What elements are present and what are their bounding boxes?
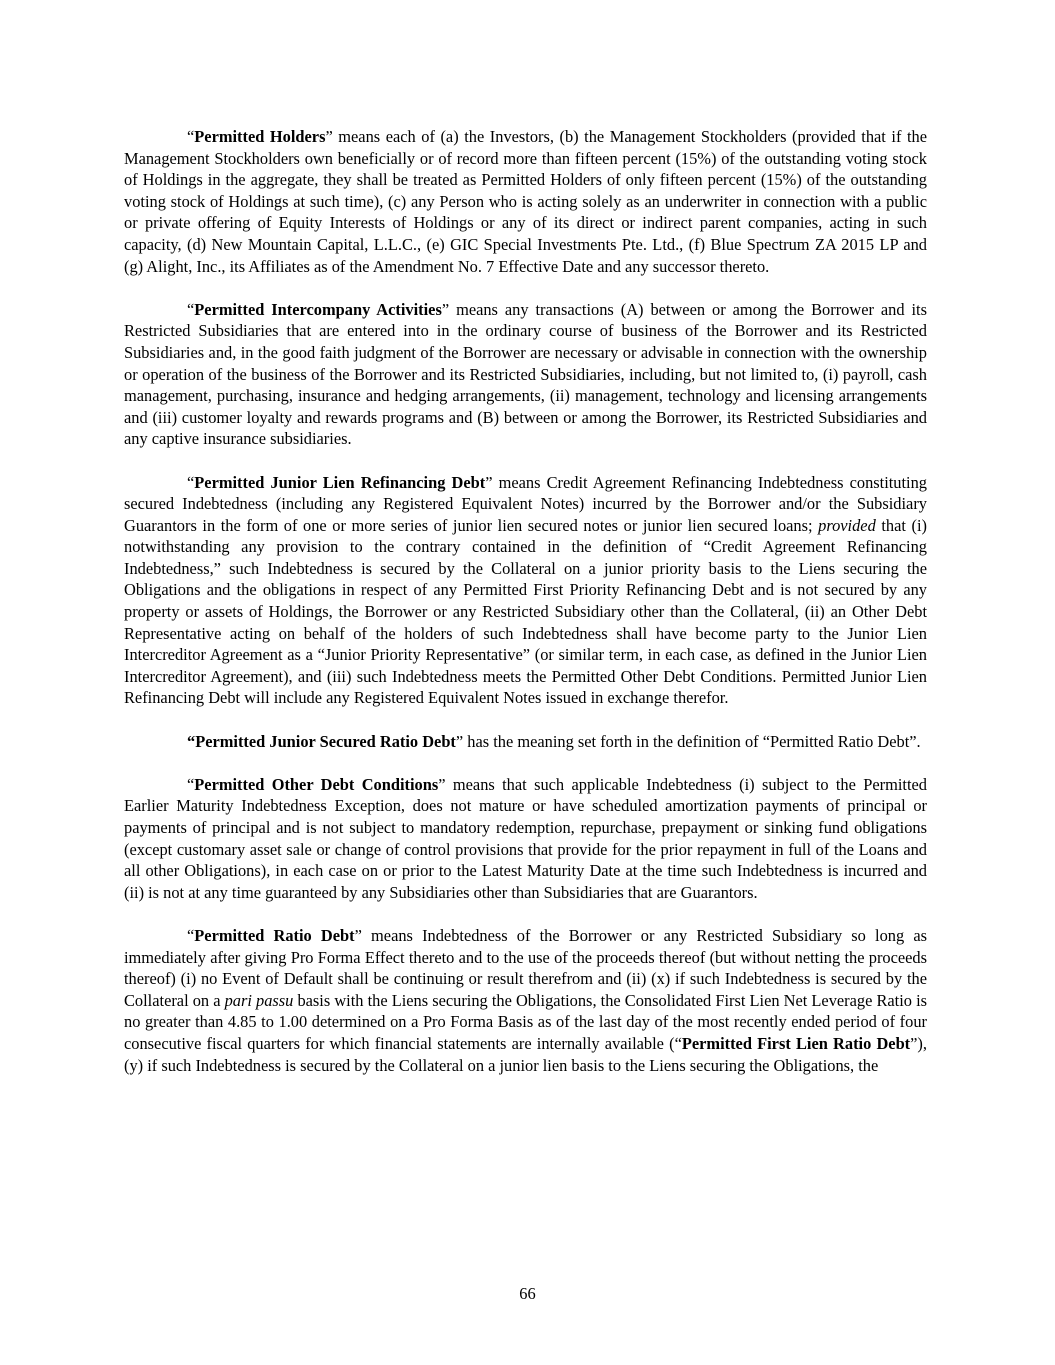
definition-permitted-junior-lien-refinancing-debt: “Permitted Junior Lien Refinancing Debt” means Credit Agreement Refinancing Indebtedness constituting secured Indebtedness (including any Registered Equivalent Notes) incurred by the Borrower and/or the Subsidiary Guarantors in the form of one or more series of junior lien secured notes or junior lien secured loans; provided that (i) notwithstanding any provision to the contrary contained in the definition of “Credit Agreement Refinancing Indebtedness,” such Indebtedness is secured by the Collateral on a junior priority basis to the Liens securing the Obligations and the obligations in respect of any Permitted First Priority Refinancing Debt and is not secured by any property or assets of Holdings, the Borrower or any Restricted Subsidiary other than the Collateral, (ii) an Other Debt Representative acting on behalf of the holders of such Indebtedness shall have become party to the Junior Lien Intercreditor Agreement as a “Junior Priority Representative” (or similar term, in each case, as defined in the Junior Lien Intercreditor Agreement), and (iii) such Indebtedness meets the Permitted Other Debt Conditions. Permitted Junior Lien Refinancing Debt will include any Registered Equivalent Notes issued in exchange therefor. (124, 472, 927, 708)
definition-permitted-holders: “Permitted Holders” means each of (a) the Investors, (b) the Management Stockholders (provided that if the Management Stockholders own beneficially or of record more than fifteen percent (15%) of the outstanding voting stock of Holdings in the aggregate, they shall be treated as Permitted Holders of only fifteen percent (15%) of the outstanding voting stock of Holdings at such time), (c) any Person who is acting solely as an underwriter in connection with a public or private offering of Equity Interests of Holdings or any of its direct or indirect parent companies, acting in such capacity, (d) New Mountain Capital, L.L.C., (e) GIC Special Investments Pte. Ltd., (f) Blue Spectrum ZA 2015 LP and (g) Alight, Inc., its Affiliates as of the Amendment No. 7 Effective Date and any successor thereto. (124, 127, 927, 276)
defined-term: Permitted Junior Lien Refinancing Debt (194, 472, 486, 492)
defined-term: “Permitted Junior Secured Ratio Debt (187, 731, 456, 751)
defined-term: Permitted Other Debt Conditions (194, 774, 439, 794)
definition-permitted-ratio-debt: “Permitted Ratio Debt” means Indebtedness of the Borrower or any Restricted Subsidiary so long as immediately after giving Pro Forma Effect thereto and to the use of the proceeds thereof (but without netting the proceeds thereof) (i) no Event of Default shall be continuing or result therefrom and (ii) (x) if such Indebtedness is secured by the Collateral on a pari passu basis with the Liens securing the Obligations, the Consolidated First Lien Net Leverage Ratio is no greater than 4.85 to 1.00 determined on a Pro Forma Basis as of the last day of the most recently ended period of four consecutive fiscal quarters for which financial statements are internally available (“Permitted First Lien Ratio Debt”), (y) if such Indebtedness is secured by the Collateral on a junior lien basis to the Liens securing the Obligations, the (124, 925, 928, 1075)
page-body (124, 126, 927, 1076)
defined-term: Permitted First Lien Ratio Debt (681, 1033, 911, 1053)
definition-permitted-junior-secured-ratio-debt: “Permitted Junior Secured Ratio Debt” has the meaning set forth in the definition of “Permitted Ratio Debt”. (187, 731, 921, 751)
page-number: 66 (519, 1284, 536, 1303)
defined-term: Permitted Ratio Debt (194, 925, 355, 945)
definition-permitted-intercompany-activities: “Permitted Intercompany Activities” means any transactions (A) between or among the Borrower and its Restricted Subsidiaries that are entered into in the ordinary course of business of the Borrower and its Restricted Subsidiaries and, in the good faith judgment of the Borrower are necessary or advisable in connection with the ownership or operation of the business of the Borrower and its Restricted Subsidiaries, including, but not limited to, (i) payroll, cash management, purchasing, insurance and hedging arrangements, (ii) management, technology and licensing arrangements and (iii) customer loyalty and rewards programs and (B) between or among the Borrower, its Restricted Subsidiaries and any captive insurance subsidiaries. (124, 299, 927, 449)
italic-term: pari passu (224, 990, 294, 1010)
defined-term: Permitted Intercompany Activities (194, 299, 442, 319)
definition-permitted-other-debt-conditions: “Permitted Other Debt Conditions” means that such applicable Indebtedness (i) subject to the Permitted Earlier Maturity Indebtedness Exception, does not mature or have scheduled amortization payments of principal or payments of principal and is not subject to mandatory redemption, repurchase, prepayment or sinking fund obligations (except customary asset sale or change of control provisions that provide for the prior repayment in full of the Loans and all other Obligations), in each case on or prior to the Latest Maturity Date at the time such Indebtedness is incurred and (ii) is not at any time guaranteed by any Subsidiaries other than Subsidiaries that are Guarantors. (124, 774, 927, 902)
italic-term: provided (818, 515, 876, 535)
defined-term: Permitted Holders (194, 127, 326, 146)
